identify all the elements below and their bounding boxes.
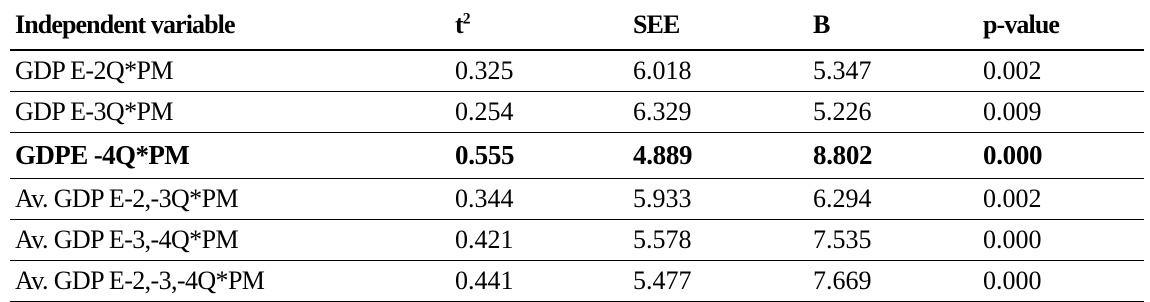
cell-b: 7.669 [808,260,978,301]
cell-variable: GDP E-3Q*PM [10,91,450,132]
cell-variable: Av. GDP E-2,-3,-4Q*PM [10,260,450,301]
cell-t2: 0.325 [450,50,628,91]
table-header-row [10,0,1144,50]
cell-variable: Av. GDP E-3,-4Q*PM [10,219,450,260]
cell-p-value: 0.009 [978,91,1144,132]
cell-t2: 0.555 [450,132,628,178]
cell-b: 5.347 [808,50,978,91]
cell-b: 8.802 [808,132,978,178]
header-see: SEE [628,0,808,50]
table-row [10,219,1144,260]
cell-t2: 0.441 [450,260,628,301]
cell-t2: 0.344 [450,178,628,219]
cell-b: 6.294 [808,178,978,219]
cell-variable: GDP E-2Q*PM [10,50,450,91]
table-row-highlighted [10,132,1144,178]
cell-t2: 0.254 [450,91,628,132]
cell-see: 4.889 [628,132,808,178]
cell-p-value: 0.000 [978,132,1144,178]
cell-t2: 0.421 [450,219,628,260]
cell-see: 5.477 [628,260,808,301]
cell-see: 5.933 [628,178,808,219]
header-p-value: p-value [978,0,1144,50]
table-row [10,260,1144,301]
cell-b: 5.226 [808,91,978,132]
cell-variable: Av. GDP E-2,-3Q*PM [10,178,450,219]
cell-b: 7.535 [808,219,978,260]
cell-p-value: 0.002 [978,178,1144,219]
table-row [10,50,1144,91]
header-t-superscript: 2 [462,9,470,27]
cell-see: 6.329 [628,91,808,132]
cell-p-value: 0.002 [978,50,1144,91]
table-row [10,91,1144,132]
header-t-base: t [455,9,463,39]
cell-see: 6.018 [628,50,808,91]
header-independent-variable: Independent variable [10,0,450,50]
cell-p-value: 0.000 [978,260,1144,301]
table-row [10,178,1144,219]
header-t-squared [450,0,628,50]
cell-see: 5.578 [628,219,808,260]
cell-p-value: 0.000 [978,219,1144,260]
cell-variable: GDPE -4Q*PM [10,132,450,178]
regression-results-table [10,0,1144,302]
header-b: B [808,0,978,50]
